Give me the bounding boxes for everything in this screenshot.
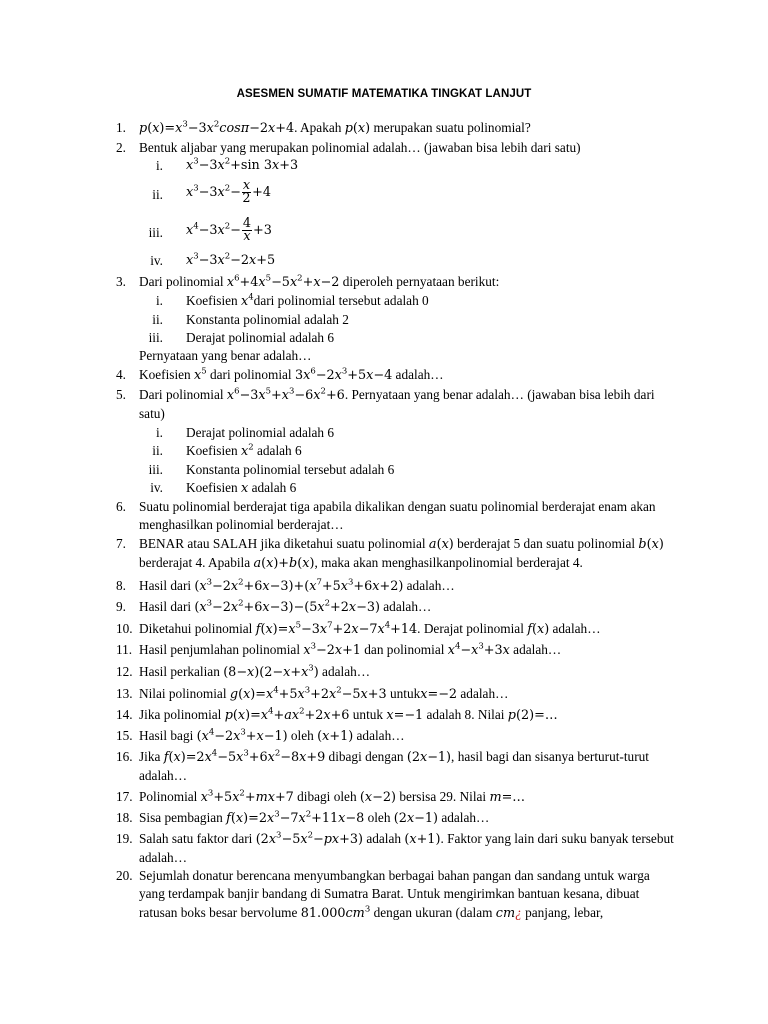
document-page: ASESMEN SUMATIF MATEMATIKA TINGKAT LANJUT 1. $p(x)=x^3-3x^2\cos\pi-2x+4$. Apakah p(x) merupakan suatu polinomial? 2. Bentuk aljabar yang merupakan polinomial adalah… (jawaban bisa lebih dari satu) i. $x^3-3x^2+\sin$ 3x+3 ii. $x^3-3x^2-$ $\frac{x}{2}$ +4 iii. $x^4-3x^2-$ $\frac{4}{x}$ +3 iv. $x^3-3x^2-2x+5$ 3. Dari polinomial $x^6+4x^5-5x^2+x-2$ diperoleh pernyataan berikut: i. Koefisien $x^4dari$ polinomial tersebut adalah 0 ii. Konstanta polinomial adalah 2 iii. Derajat polinomial adalah 6 Pernyataan yang benar adalah… 4. Koefisien $x^5$ dari polinomial $3x^6-2x^3+5x-4$ adalah… 5. Dari polinomial $x^6-3x^5+x^3-6x^2+6$. Pernyataan yang benar adalah… (jawaban bisa lebih dari satu) i. Derajat polinomial adalah 6 ii. Koefisien $x^2$ adalah 6 iii. Konstanta polinomial tersebut adalah 6 iv. Koefisien x adalah 6 6. Suatu polinomial berderajat tiga apabila dikalikan dengan suatu polinomial berderajat enam akan menghasilkan polinomial berderajat… 7. BENAR atau SALAH jika diketahui suatu polinomial a(x) berderajat 5 dan suatu polinomial b(x) berderajat 4. Apabila a(x)+b(x), maka akan menghasilkanpolinomial berderajat 4. 8. Hasil dari $(x^3-2x^2+6x-3)+(x^7+5x^3+6x+2)$ adalah… 9. Hasil dari $(x^3-2x^2+6x-3)-(5x^2+2x-3)$ adalah… 10. Diketahui polinomial $f(x)=x^5-3x^7+2x-7x^4+14$. Derajat polinomial f(x) adalah… 11. Hasil penjumlahan polinomial $x^3-2x+1$ dan polinomial $x^4-x^3+3x$ adalah… 12. Hasil perkalian $(8-x)(2-x+x^3)$ adalah… 13. Nilai polinomial $g(x)=x^4+5x^3+2x^2-5x+3$ untukx=−2 adalah… 14. Jika polinomial $p(x)=x^4+ax^2+2x+6$ untuk x=−1 adalah 8. Nilai p(2)=… 15. Hasil bagi $(x^4-2x^3+x-1)$ oleh (x+1) adalah… 16. Jika $f(x)=2x^4-5x^3+6x^2-8x+9$ dibagi dengan (2x−1), hasil bagi dan sisanya berturut-turut adalah… 17. Polinomial $x^3+5x^2+mx+7$ dibagi oleh (x−2) bersisa 29. Nilai m=… 18. Sisa pembagian $f(x)=2x^3-7x^2+11x-8$ oleh (2x−1) adalah… 19. Salah satu faktor dari $(2x^3-5x^2-px+3)$ adalah (x+1). Faktor yang lain dari suku banyak tersebut adalah… 20. Sejumlah donatur berencana menyumbangkan berbagai bahan pangan dan sandang untuk warga yang terdampak banjir bandang di Sumatra Barat. Untuk mengirimkan bantuan kesana, dibuat ratusan boks besar bervolume $81.000cm^3$ dengan ukuran (dalam cm¿ panjang, lebar, bbox=[0, 0, 768, 1024]
page-title: ASESMEN SUMATIF MATEMATIKA TINGKAT LANJUT bbox=[236, 88, 532, 100]
